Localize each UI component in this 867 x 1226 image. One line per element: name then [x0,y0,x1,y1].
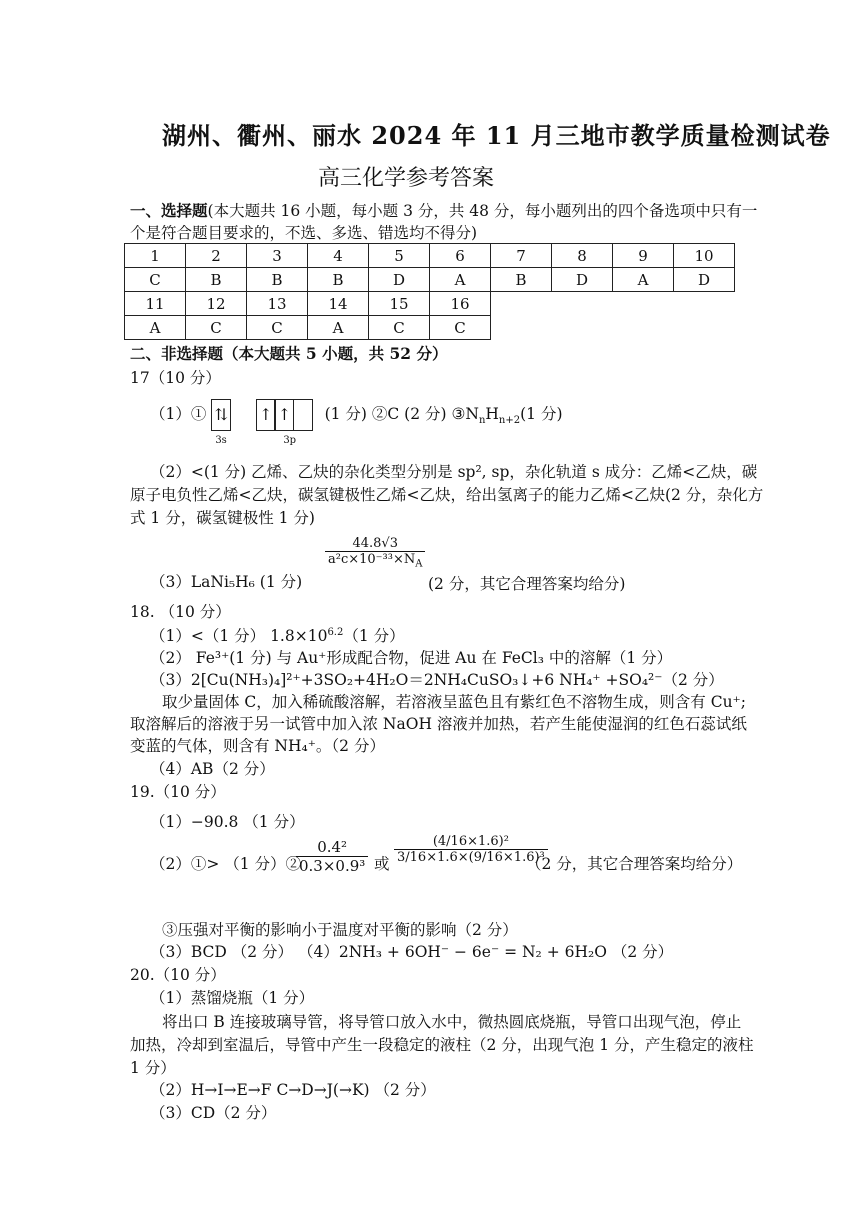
q19-line3: ③压强对平衡的影响小于温度对平衡的影响（2 分） [162,921,518,939]
q19-line1: （1）−90.8 （1 分） [150,813,305,831]
answer-letter: B [186,268,247,292]
q19-line2-end: （2 分，其它合理答案均给分） [526,855,743,873]
q19-fraction1-denominator: 0.3×0.9³ [299,857,366,875]
answer-letter: A [430,268,491,292]
answer-letter: B [491,268,552,292]
q19-fraction2-numerator: (4/16×1.6)² [394,834,548,850]
q17-sub-n: n [478,415,486,427]
q18-title: 18. （10 分） [130,603,231,621]
answer-letter: C [247,316,308,340]
answer-number: 14 [308,292,369,316]
orbital-label-3p: 3p [283,435,297,446]
q17-part2-line3: 式 1 分，碳氢键极性 1 分) [130,509,315,527]
answer-number: 9 [613,244,674,268]
answer-number-row [125,244,735,268]
answer-number: 7 [491,244,552,268]
q19-fraction1-numerator: 0.4² [296,838,368,857]
answer-letter: C [369,316,430,340]
section1-desc1: (本大题共 16 小题，每小题 3 分，共 48 分，每小题列出的四个备选项中只有一 [207,202,758,220]
q17-fraction-numerator: 44.8√3 [325,536,425,552]
q17-sub-n2: n+2 [498,415,521,427]
q17-part3-end: (2 分，其它合理答案均给分) [428,575,626,593]
q18-line5: 取溶解后的溶液于另一试管中加入浓 NaOH 溶液并加热，若产生能使湿润的红色石蕊试纸 [130,715,747,733]
answer-letter: D [369,268,430,292]
q19-title: 19.（10 分） [130,783,226,801]
orbital-label-3s: 3s [215,435,227,446]
answer-letter-row [125,316,491,340]
answer-number: 2 [186,244,247,268]
section1-desc2: 个是符合题目要求的，不选、多选、错选均不得分) [130,224,478,242]
q19-line4: （3）BCD （2 分） （4）2NH₃ + 6OH⁻ − 6e⁻ = N₂ + 6H₂O （2 分） [150,943,674,961]
answer-number: 13 [247,292,308,316]
q17-density-fraction [325,536,425,570]
answer-letter: D [552,268,613,292]
q19-fraction2-denominator: 3/16×1.6×(9/16×1.6)³ [397,850,545,865]
q20-line2: 将出口 B 连接玻璃导管，将导管口放入水中，微热圆底烧瓶，导管口出现气泡，停止 [162,1013,742,1031]
answer-number: 15 [369,292,430,316]
q20-line3: 加热，冷却到室温后，导管中产生一段稳定的液柱（2 分，出现气泡 1 分，产生稳定的液柱 [130,1036,754,1054]
q18-line6: 变蓝的气体，则含有 NH₄⁺。（2 分） [130,737,385,755]
answer-number: 6 [430,244,491,268]
answer-number: 11 [125,292,186,316]
answer-number-row [125,292,491,316]
answer-letter: A [125,316,186,340]
q18-line4: 取少量固体 C，加入稀硫酸溶解，若溶液呈蓝色且有紫红色不溶物生成，则含有 Cu⁺; [162,693,746,711]
answer-letter: B [247,268,308,292]
answer-number: 3 [247,244,308,268]
q17-part2-line1: （2）<(1 分) 乙烯、乙炔的杂化类型分别是 sp², sp，杂化轨道 s 成分：乙烯<乙炔，碳 [150,463,758,481]
section2-heading: 二、非选择题（本大题共 5 小题，共 52 分） [130,344,448,363]
q19-fraction-1 [296,838,368,875]
q18-line2: （2） Fe³⁺(1 分) 与 Au⁺形成配合物，促进 Au 在 FeCl₃ 中的溶解（1 分） [150,649,673,667]
q17-part1-end: (1 分) [520,405,563,423]
answer-letter: C [186,316,247,340]
q20-line1: （1）蒸馏烧瓶（1 分） [150,989,315,1007]
answer-number: 10 [674,244,735,268]
q18-line1 [150,624,405,646]
page-subtitle: 高三化学参考答案 [318,166,495,191]
page-title: 湖州、衢州、丽水 2024 年 11 月三地市教学质量检测试卷 [162,121,831,150]
answer-number: 8 [552,244,613,268]
q18-line1-text: （1）<（1 分） 1.8×10 [150,627,328,645]
answer-letter: D [674,268,735,292]
q20-title: 20.（10 分） [130,966,226,984]
answer-table-1 [124,243,735,292]
q19-line2-prefix: （2）①> （1 分）② [150,855,302,873]
orbital-box-3p-3 [293,399,313,431]
q20-line4: 1 分） [130,1059,176,1077]
q20-line5: （2）H→I→E→F C→D→J(→K) （2 分） [150,1081,436,1099]
q18-line7: （4）AB（2 分） [150,760,275,778]
answer-letter: C [125,268,186,292]
q19-or: 或 [374,855,390,873]
answer-number: 1 [125,244,186,268]
q19-fraction-2 [394,834,548,865]
q18-line1-sup: 6.2 [327,626,344,638]
q17-part1-rest: (1 分) ②C (2 分) ③N [324,405,479,423]
q20-line6: （3）CD（2 分） [150,1104,277,1122]
answer-letter: C [430,316,491,340]
answer-number: 12 [186,292,247,316]
answer-table-2 [124,291,491,340]
section1-heading-line [130,199,757,221]
q17-part2-line2: 原子电负性乙烯<乙炔，碳氢键极性乙烯<乙炔，给出氢离子的能力乙烯<乙炔(2 分，杂化方 [130,486,764,504]
q17-title: 17（10 分） [130,369,221,387]
q18-line1-end: （1 分） [343,627,405,645]
section1-heading: 一、选择题 [130,201,208,220]
answer-letter: B [308,268,369,292]
q17-part3-prefix: （3）LaNi₅H₆ (1 分) [150,573,303,591]
answer-letter-row [125,268,735,292]
answer-number: 5 [369,244,430,268]
q17-part1-prefix: （1）① [150,405,207,423]
answer-letter: A [308,316,369,340]
orbital-box-3s: ⇅ [211,399,231,431]
answer-number: 4 [308,244,369,268]
orbital-box-3p-2: ↑ [274,399,294,431]
orbital-box-3p-1: ↑ [256,399,276,431]
answer-number: 16 [430,292,491,316]
q17-h: H [485,405,499,423]
q17-part1 [150,399,563,446]
orbital-diagram [211,399,311,446]
q17-fraction-denominator: a²c×10⁻³³×N [328,552,416,567]
q18-line3: （3）2[Cu(NH₃)₄]²⁺+3SO₂+4H₂O＝2NH₄CuSO₃↓+6 NH₄⁺ +SO₄²⁻（2 分） [150,671,724,689]
answer-letter: A [613,268,674,292]
q17-fraction-sub: A [415,558,423,570]
